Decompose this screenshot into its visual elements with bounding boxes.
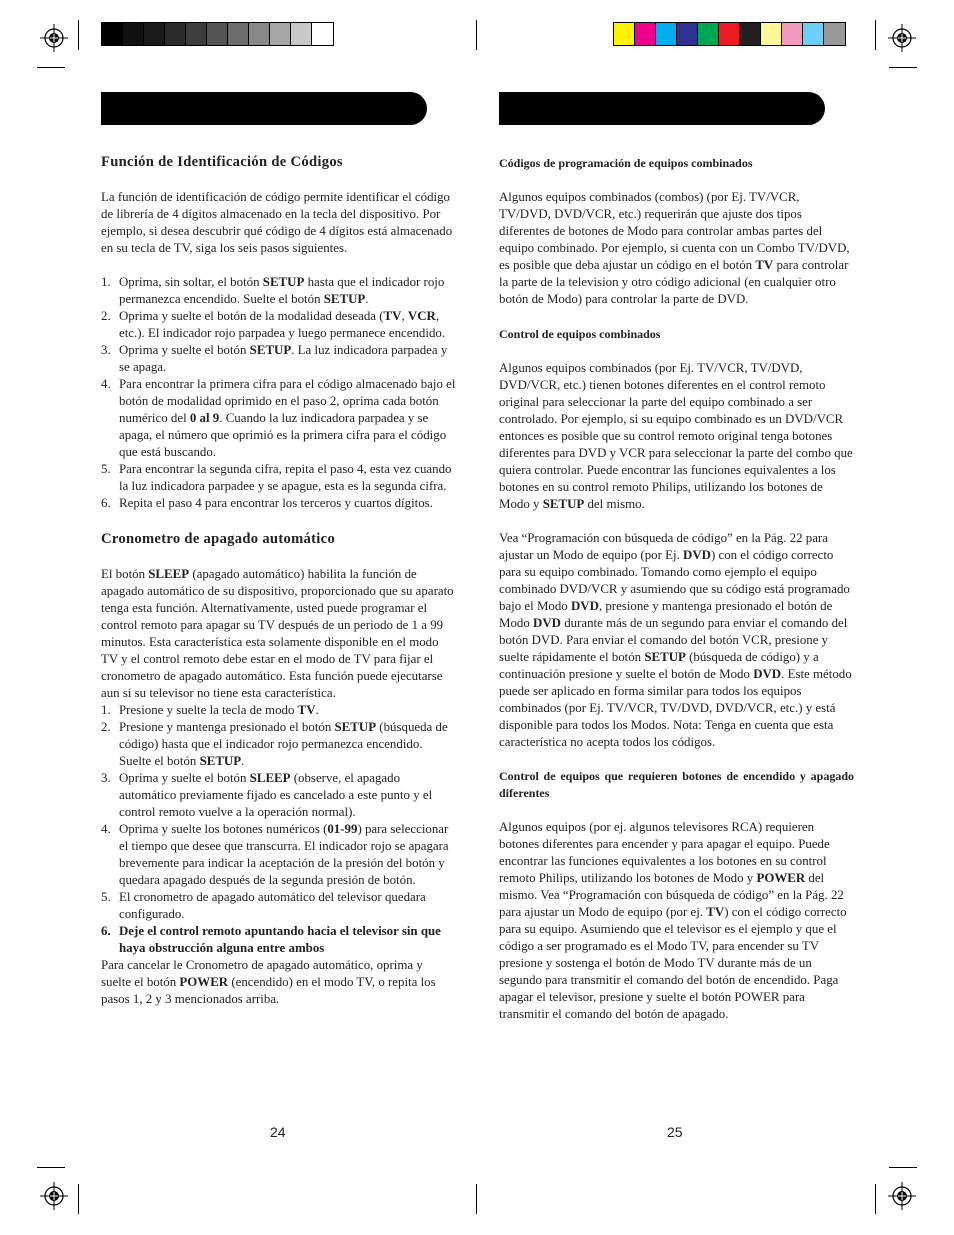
color-swatch [312, 23, 333, 45]
color-swatch [144, 23, 165, 45]
combo-control-text: Algunos equipos combinados (por Ej. TV/VCR, TV/DVD, DVD/VCR, etc.) tienen botones diferentes en el control remoto original para seleccionar la parte del equipo combinado a ser controlado. Por ejemplo, si su equipo combinado es un DVD/VCR entonces es posible que su control remoto original tenga botones diferentes para DVD y VCR para seleccionar la parte del combo que quiera controlar. Puede encontrar las funciones equivalentes a los botones en su control remoto Philips, utilizando los botones de Modo y SETUP del mismo. [499, 361, 853, 511]
sleep-timer-cancel: Para cancelar le Cronometro de apagado automático, oprima y suelte el botón POWER (encendido) en el modo TV, o repita los pasos 1, 2 y 3 mencionados arriba. [101, 958, 436, 1006]
crop-mark [889, 67, 917, 68]
list-item: 5. El cronometro de apagado automático del televisor quedara configurado. [101, 890, 426, 921]
crop-mark [78, 20, 79, 50]
list-item: 1. Oprima, sin soltar, el botón SETUP hasta que el indicador rojo permanezca encendido. Suelte el botón SETUP. [101, 275, 445, 306]
registration-mark-top-right-icon [888, 24, 916, 52]
code-id-intro: La función de identificación de código permite identificar el código de librería de 4 dígitos almacenado en la tecla del dispositivo. Por ejemplo, si desea descubrir qué código de 4 dígitos está almacenado en su tecla de TV, siga los seis pasos siguientes. [101, 190, 453, 255]
color-swatch [635, 23, 656, 45]
list-item: 5. Para encontrar la segunda cifra, repita el paso 4, esta vez cuando la luz indicadora parpadee y se apague, esta es la segunda cifra. [101, 462, 452, 493]
heading-combo-codes: Códigos de programación de equipos combinados [499, 156, 753, 170]
color-swatch [677, 23, 698, 45]
heading-combo-control: Control de equipos combinados [499, 327, 661, 341]
header-banner-right [499, 92, 825, 125]
grayscale-bar [101, 22, 334, 46]
color-swatch [165, 23, 186, 45]
crop-mark [875, 20, 876, 50]
crop-mark [889, 1167, 917, 1168]
crop-mark [476, 20, 477, 50]
color-swatch [803, 23, 824, 45]
list-item: 1. Presione y suelte la tecla de modo TV. [101, 703, 319, 717]
color-bar [613, 22, 846, 46]
color-swatch [207, 23, 228, 45]
color-swatch [698, 23, 719, 45]
section-title-code-id: Función de Identificación de Códigos [101, 154, 343, 170]
registration-mark-bottom-right-icon [888, 1182, 916, 1210]
color-swatch [614, 23, 635, 45]
right-column [499, 155, 854, 1023]
list-item: 4. Para encontrar la primera cifra para el código almacenado bajo el botón de modalidad oprimido en el paso 2, oprima cada botón numérico del 0 al 9. Cuando la luz indicadora parpadea y se apaga, el número que oprimió es la primera cifra para el código que está buscando. [101, 377, 456, 459]
list-item: 3. Oprima y suelte el botón SETUP. La luz indicadora parpadea y se apaga. [101, 343, 448, 374]
heading-power-buttons: Control de equipos que requieren botones de encendido y apagado diferentes [499, 769, 854, 800]
color-swatch [270, 23, 291, 45]
list-item: 2. Presione y mantenga presionado el botón SETUP (búsqueda de código) hasta que el indicador rojo permanezca encendido. Suelte el botón SETUP. [101, 720, 448, 768]
sleep-timer-steps [101, 702, 456, 957]
page-number-left: 24 [270, 1124, 286, 1140]
color-swatch [824, 23, 845, 45]
color-swatch [656, 23, 677, 45]
crop-mark [875, 1184, 876, 1214]
page-number-right: 25 [667, 1124, 683, 1140]
sleep-timer-intro: El botón SLEEP (apagado automático) habilita la función de apagado automático de su dispositivo, proporcionado que su aparato tenga esta función. Alternativamente, usted puede programar el control remoto para apagar su TV después de un periodo de 1 a 99 minutos. Esta característica esta solamente disponible en el modo TV y el control remoto debe estar en el modo de TV para fijar el cronometro de apagado automático. Esta función puede ejecutarse aun si su televisor no tiene esta característica. [101, 567, 454, 700]
color-swatch [186, 23, 207, 45]
section-title-sleep-timer: Cronometro de apagado automático [101, 531, 336, 547]
color-swatch [102, 23, 123, 45]
color-swatch [782, 23, 803, 45]
list-item: 6. Deje el control remoto apuntando hacia el televisor sin que haya obstrucción alguna entre ambos [101, 924, 441, 955]
left-column [101, 154, 456, 1008]
list-item: 6. Repita el paso 4 para encontrar los terceros y cuartos dígitos. [101, 496, 433, 510]
power-buttons-text: Algunos equipos (por ej. algunos televisores RCA) requieren botones diferentes para encender y para apagar el equipo. Puede encontrar las funciones equivalentes a los botones en su control remoto Philips, utilizando los botones de Modo y POWER del mismo. Vea “Programación con búsqueda de código” en la Pág. 22 para ajustar un Modo de equipo (por ej. TV) con el código correcto para su equipo. Asumiendo que el televisor es el ejemplo y que el código a ser programado es el Modo TV, para encender su TV presione y sostenga el botón de Modo TV durante más de un segundo para transmitir el comando del botón de encendido. Paga apagar el televisor, presione y suelte el botón POWER para transmitir el comando del botón de apagado. [499, 820, 847, 1021]
color-swatch [291, 23, 312, 45]
color-swatch [719, 23, 740, 45]
crop-mark [37, 1167, 65, 1168]
crop-mark [37, 67, 65, 68]
color-swatch [123, 23, 144, 45]
color-swatch [228, 23, 249, 45]
registration-mark-bottom-left-icon [40, 1182, 68, 1210]
list-item: 3. Oprima y suelte el botón SLEEP (observe, el apagado automático previamente fijado es cancelado a este punto y el control remoto vuelve a la operación normal). [101, 771, 433, 819]
list-item: 4. Oprima y suelte los botones numéricos (01-99) para seleccionar el tiempo que desee que transcurra. El indicador rojo se apagara brevemente para indicar la aceptación de la presión del botón y quedara apagado después de la segunda presión de botón. [101, 822, 449, 887]
crop-mark [476, 1184, 477, 1214]
registration-mark-top-left-icon [40, 24, 68, 52]
header-banner-left [101, 92, 427, 125]
color-swatch [761, 23, 782, 45]
color-swatch [740, 23, 761, 45]
crop-mark [78, 1184, 79, 1214]
list-item: 2. Oprima y suelte el botón de la modalidad deseada (TV, VCR, etc.). El indicador rojo parpadea y luego permanece encendido. [101, 309, 446, 340]
combo-codes-text: Algunos equipos combinados (combos) (por Ej. TV/VCR, TV/DVD, DVD/VCR, etc.) requerirán que ajuste dos tipos diferentes de botones de Modo para controlar ambas partes del equipo combinado. Por ejemplo, si cuenta con un Combo TV/DVD, es posible que deba ajustar un código en el botón TV para controlar la parte de la television y otro código adicional (en cualquier otro botón de Modo) para controlar la parte de DVD. [499, 190, 850, 306]
combo-example-text: Vea “Programación con búsqueda de código” en la Pág. 22 para ajustar un Modo de equipo (por Ej. DVD) con el código correcto para su equipo combinado. Tomando como ejemplo el equipo combinado DVD/VCR y asumiendo que su código está programado bajo el Modo DVD, presione y mantenga presionado el botón de Modo DVD durante más de un segundo para enviar el comando del botón DVD. Para enviar el comando del botón VCR, presione y suelte rápidamente el botón SETUP (búsqueda de código) y a continuación presione y suelte el botón de Modo DVD. Este método puede ser aplicado en forma similar para todos los equipos combinados (por Ej. TV/VCR, TV/DVD, DVD/VCR, etc.) y está disponible para todos los Modos. Nota: Tenga en cuenta que esta característica no acepta todos los códigos. [499, 531, 852, 749]
color-swatch [249, 23, 270, 45]
code-id-steps [101, 274, 456, 512]
